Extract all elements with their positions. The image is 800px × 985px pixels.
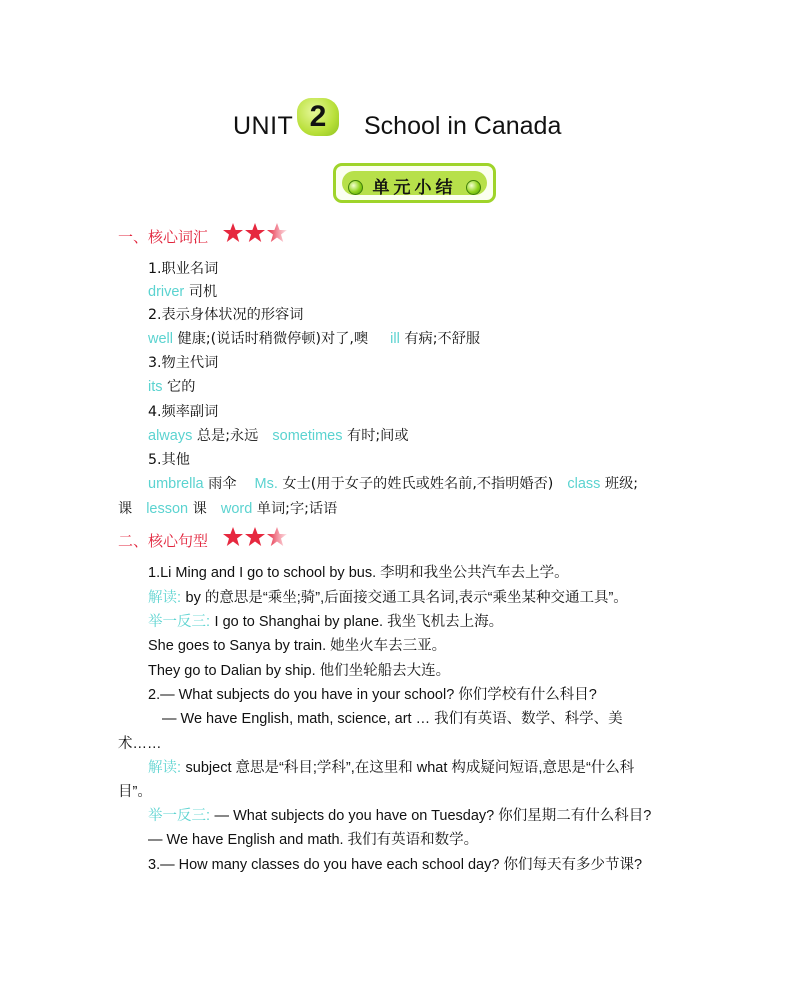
example-label: 举一反三: [148, 808, 211, 824]
example-line: They go to Dalian by ship. 他们坐轮船去大连。 [148, 663, 451, 679]
vocab-category-3: 3.物主代词 [148, 355, 219, 371]
example-2-answer: — We have English and math. 我们有英语和数学。 [148, 832, 479, 848]
sentence-2-answer-cont: 术…… [118, 736, 162, 752]
explanation-2: 解读: subject 意思是“科目;学科”,在这里和 what 构成疑问短语,意思是“什么科 [148, 760, 635, 776]
example-label: 举一反三: [148, 614, 211, 630]
vocab-line-umbrella: umbrella 雨伞 Ms. 女士(用于女子的姓氏或姓名前,不指明婚否) class 班级; [148, 476, 639, 492]
explanation-1: 解读: by 的意思是“乘坐;骑”,后面接交通工具名词,表示“乘坐某种交通工具”。 [148, 590, 628, 606]
unit-name: School in Canada [364, 112, 562, 140]
keyword: its [148, 379, 163, 395]
vocab-line-its: its 它的 [148, 379, 196, 395]
star-half-icon [267, 223, 287, 242]
explanation-2-cont: 目”。 [118, 784, 152, 800]
difficulty-stars-icon [222, 526, 292, 548]
sentence-1: 1.Li Ming and I go to school by bus. 李明和我坐公共汽车去上学。 [148, 565, 569, 581]
star-full-icon [223, 527, 243, 546]
keyword: class [567, 476, 601, 492]
keyword: always [148, 428, 193, 444]
keyword: Ms. [254, 476, 278, 492]
keyword: sometimes [272, 428, 343, 444]
difficulty-stars-icon [222, 222, 292, 244]
sentence-2-answer: — We have English, math, science, art … 我们有英语、数学、科学、美 [162, 711, 623, 727]
explanation-label: 解读: [148, 590, 182, 606]
star-full-icon [245, 527, 265, 546]
summary-badge [333, 163, 496, 203]
keyword: lesson [146, 501, 189, 517]
section-heading-sentences: 二、核心句型 [118, 532, 209, 550]
section-heading-vocabulary: 一、核心词汇 [118, 228, 209, 246]
sentence-3-question: 3.— How many classes do you have each school day? 你们每天有多少节课? [148, 857, 643, 873]
unit-number-badge: 2 [297, 98, 339, 136]
example-2: 举一反三: — What subjects do you have on Tuesday? 你们星期二有什么科目? [148, 808, 652, 824]
vocab-category-5: 5.其他 [148, 452, 190, 468]
vocab-category-4: 4.频率副词 [148, 404, 219, 420]
star-full-icon [245, 223, 265, 242]
unit-title [0, 100, 800, 160]
star-full-icon [223, 223, 243, 242]
vocab-line-lesson-word: 课 lesson 课 word 单词;字;话语 [118, 501, 338, 517]
keyword: driver [148, 284, 185, 300]
keyword: word [220, 501, 253, 517]
summary-badge-inner [342, 171, 487, 198]
explanation-label: 解读: [148, 760, 182, 776]
vocab-category-1: 1.职业名词 [148, 261, 219, 277]
vocab-line-driver: driver 司机 [148, 284, 218, 300]
keyword: umbrella [148, 476, 204, 492]
keyword: ill [390, 331, 400, 347]
star-half-icon [267, 527, 287, 546]
keyword: well [148, 331, 173, 347]
unit-label: UNIT [233, 112, 294, 140]
vocab-line-well-ill: well 健康;(说话时稍微停顿)对了,噢 ill 有病;不舒服 [148, 331, 481, 347]
summary-badge-text: 单元小结 [372, 178, 457, 198]
example-1: 举一反三: I go to Shanghai by plane. 我坐飞机去上海。 [148, 614, 504, 630]
sentence-2-question: 2.— What subjects do you have in your school? 你们学校有什么科目? [148, 687, 597, 703]
vocab-category-2: 2.表示身体状况的形容词 [148, 307, 304, 323]
example-line: She goes to Sanya by train. 她坐火车去三亚。 [148, 638, 447, 654]
vocab-line-always-sometimes: always 总是;永远 sometimes 有时;间或 [148, 428, 409, 444]
